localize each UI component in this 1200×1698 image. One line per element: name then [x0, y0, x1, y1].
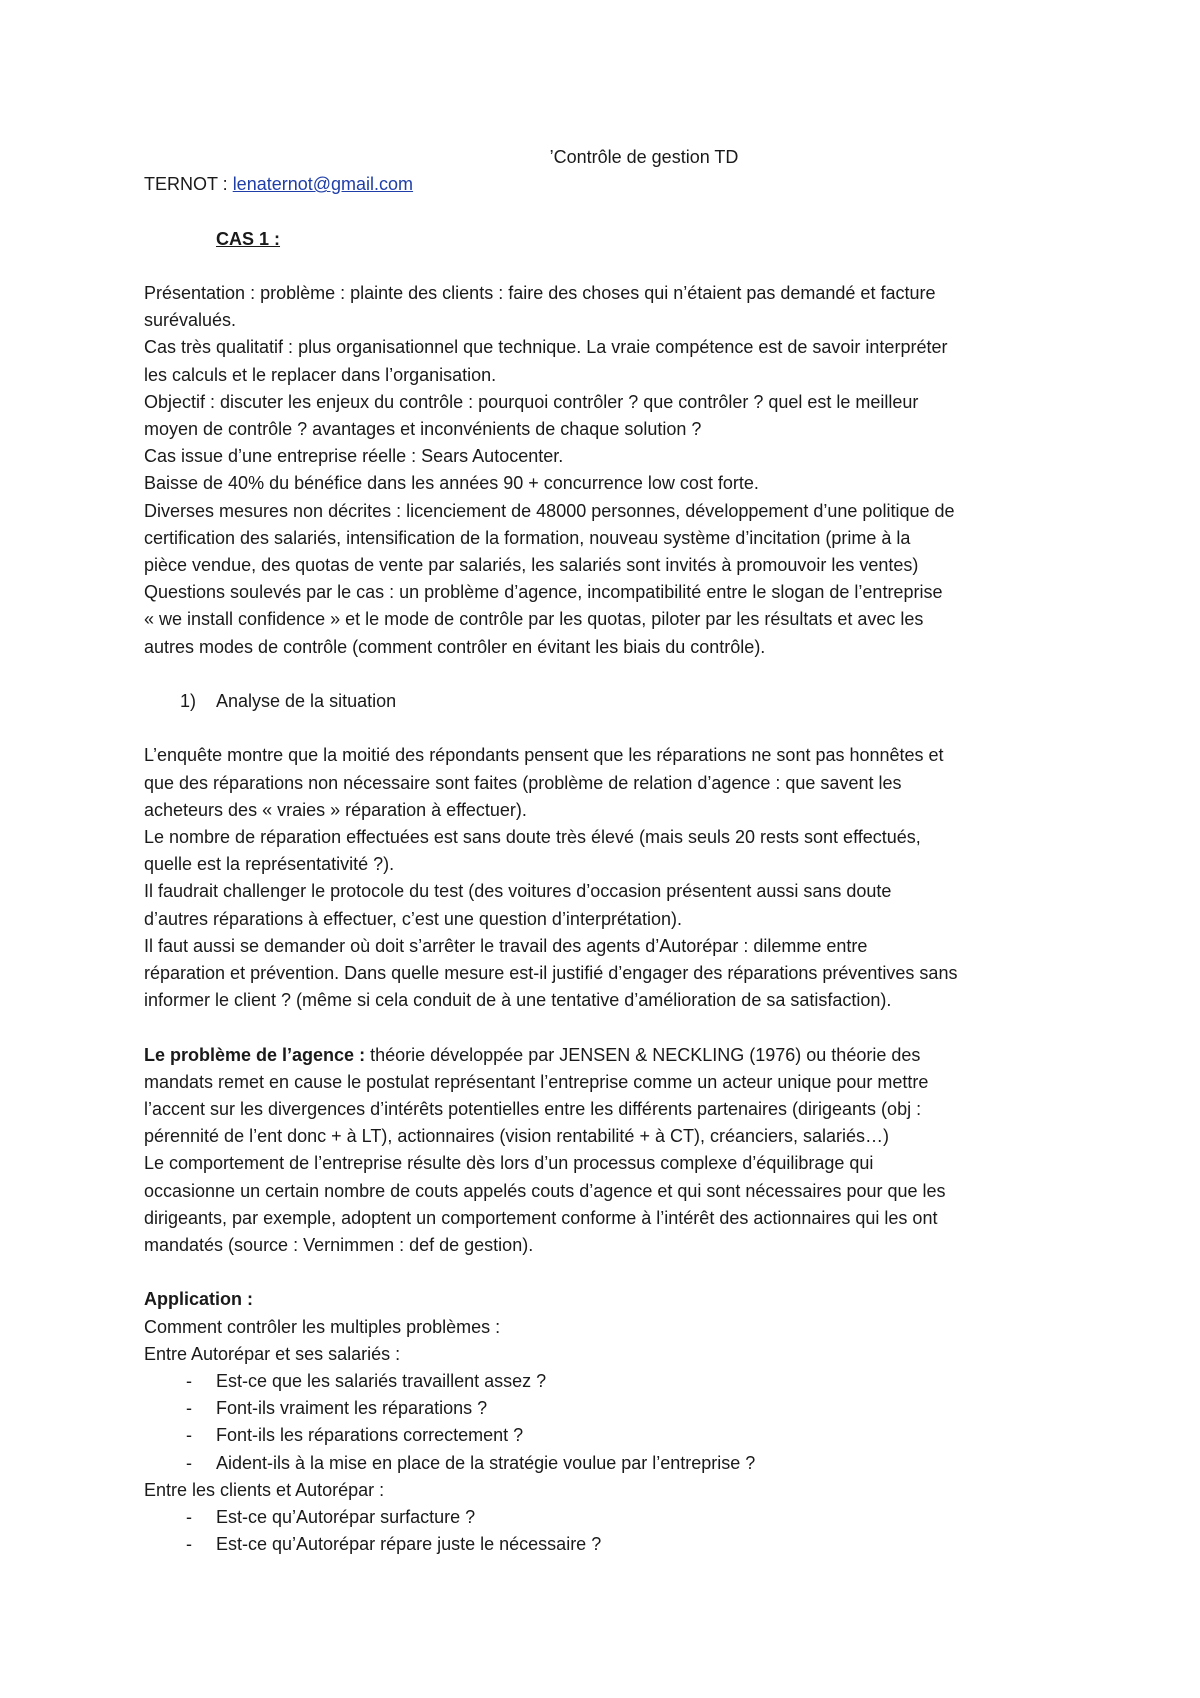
- list-item-text: Font-ils vraiment les réparations ?: [216, 1398, 488, 1419]
- agency-line: occasionne un certain nombre de couts appelés couts d’agence et qui sont nécessaires pour que les: [144, 1180, 946, 1201]
- list-item-text: Est-ce que les salariés travaillent assez ?: [216, 1371, 547, 1392]
- intro-paragraph: [144, 280, 1074, 661]
- bullet-dash: -: [186, 1534, 192, 1555]
- document-title: ’Contrôle de gestion TD: [549, 147, 739, 167]
- spacer: [144, 1014, 1074, 1041]
- analysis-paragraph: [144, 742, 1074, 1014]
- intro-line: Cas issue d’une entreprise réelle : Sears Autocenter.: [144, 446, 564, 467]
- analysis-line: Le nombre de réparation effectuées est sans doute très élevé (mais seuls 20 rests sont effectués,: [144, 827, 921, 848]
- group-title-employees: Entre Autorépar et ses salariés :: [144, 1343, 401, 1364]
- intro-line: certification des salariés, intensification de la formation, nouveau système d’incitation (prime à la: [144, 527, 911, 548]
- application-question: Comment contrôler les multiples problèmes :: [144, 1316, 501, 1337]
- application-heading: Application :: [144, 1289, 253, 1310]
- bullet-dash: -: [186, 1425, 192, 1446]
- intro-line: pièce vendue, des quotas de vente par salariés, les salariés sont invités à promouvoir les ventes): [144, 555, 919, 576]
- case-heading: CAS 1 :: [216, 228, 281, 249]
- analysis-line: quelle est la représentativité ?).: [144, 854, 395, 875]
- list-item: [144, 1422, 1074, 1449]
- bullet-dash: -: [186, 1398, 192, 1419]
- intro-line: moyen de contrôle ? avantages et inconvénients de chaque solution ?: [144, 419, 702, 439]
- intro-line: Cas très qualitatif : plus organisationnel que technique. La vraie compétence est de savoir interpréter: [144, 337, 948, 358]
- agency-paragraph: [144, 1042, 1074, 1260]
- author-name: TERNOT :: [144, 174, 233, 195]
- intro-line: Baisse de 40% du bénéfice dans les années 90 + concurrence low cost forte.: [144, 473, 759, 494]
- analysis-line: réparation et prévention. Dans quelle mesure est-il justifié d’engager des réparations préventives sans: [144, 963, 958, 984]
- agency-lead-line: [144, 1042, 1074, 1069]
- intro-line: les calculs et le replacer dans l’organisation.: [144, 364, 497, 385]
- agency-line: Le comportement de l’entreprise résulte dès lors d’un processus complexe d’équilibrage qui: [144, 1153, 874, 1174]
- analysis-line: informer le client ? (même si cela conduit de à une tentative d’amélioration de sa satisfaction).: [144, 990, 892, 1011]
- list-item-text: Font-ils les réparations correctement ?: [216, 1425, 524, 1446]
- document-page: [144, 144, 1074, 1558]
- list-item: [144, 1450, 1074, 1477]
- analysis-line: Il faudrait challenger le protocole du test (des voitures d’occasion présentent aussi sans doute: [144, 881, 892, 902]
- intro-line: Questions soulevés par le cas : un problème d’agence, incompatibilité entre le slogan de l’entreprise: [144, 582, 943, 603]
- agency-lead-bold: Le problème de l’agence :: [144, 1044, 366, 1065]
- bullet-dash: -: [186, 1371, 192, 1392]
- group-title-clients: Entre les clients et Autorépar :: [144, 1479, 385, 1500]
- intro-line: Présentation : problème : plainte des clients : faire des choses qui n’étaient pas demandé et facture: [144, 282, 936, 303]
- agency-line: pérennité de l’ent donc + à LT), actionnaires (vision rentabilité + à CT), créanciers, salariés…): [144, 1126, 890, 1147]
- intro-line: Diverses mesures non décrites : licenciement de 48000 personnes, développement d’une politique de: [144, 500, 955, 521]
- list-item: [144, 1368, 1074, 1395]
- section-heading-analysis: [144, 688, 1074, 715]
- list-item: [144, 1504, 1074, 1531]
- agency-line: dirigeants, par exemple, adoptent un comportement conforme à l’intérêt des actionnaires qui les ont: [144, 1207, 938, 1228]
- agency-line: l’accent sur les divergences d’intérêts potentielles entre les différents partenaires (dirigeants (obj :: [144, 1099, 922, 1120]
- list-item-text: Est-ce qu’Autorépar surfacture ?: [216, 1507, 476, 1528]
- analysis-line: d’autres réparations à effectuer, c’est une question d’interprétation).: [144, 908, 682, 929]
- spacer: [144, 1259, 1074, 1286]
- analysis-line: Il faut aussi se demander où doit s’arrêter le travail des agents d’Autorépar : dilemme entre: [144, 935, 868, 956]
- analysis-line: acheteurs des « vraies » réparation à effectuer).: [144, 799, 527, 820]
- application-section: [144, 1286, 1074, 1558]
- list-item: [144, 1395, 1074, 1422]
- agency-line: mandats remet en cause le postulat représentant l’entreprise comme un acteur unique pour mettre: [144, 1071, 929, 1092]
- bullet-dash: -: [186, 1507, 192, 1528]
- intro-line: « we install confidence » et le mode de contrôle par les quotas, piloter par les résultats et avec les: [144, 609, 924, 630]
- intro-line: autres modes de contrôle (comment contrôler en évitant les biais du contrôle).: [144, 636, 766, 657]
- analysis-line: que des réparations non nécessaire sont faites (problème de relation d’agence : que savent les: [144, 772, 902, 793]
- spacer: [144, 661, 1074, 688]
- agency-lead-rest: théorie développée par JENSEN & NECKLING (1976) ou théorie des: [365, 1044, 921, 1065]
- spacer: [144, 715, 1074, 742]
- author-email-link[interactable]: lenaternot@gmail.com: [232, 174, 414, 195]
- section-title: Analyse de la situation: [216, 691, 397, 712]
- intro-line: surévalués.: [144, 310, 237, 331]
- list-item-text: Aident-ils à la mise en place de la stratégie voulue par l’entreprise ?: [216, 1452, 756, 1473]
- bullet-dash: -: [186, 1452, 192, 1473]
- list-item: [144, 1531, 1074, 1558]
- section-number: 1): [180, 691, 197, 712]
- intro-line: Objectif : discuter les enjeux du contrôle : pourquoi contrôler ? que contrôler ? quel est le meilleur: [144, 391, 919, 412]
- agency-line: mandatés (source : Vernimmen : def de gestion).: [144, 1235, 534, 1256]
- analysis-line: L’enquête montre que la moitié des répondants pensent que les réparations ne sont pas honnêtes et: [144, 745, 944, 766]
- author-line: [144, 171, 1074, 198]
- spacer: [144, 253, 1074, 280]
- list-item-text: Est-ce qu’Autorépar répare juste le nécessaire ?: [216, 1534, 602, 1555]
- spacer: [144, 198, 1074, 225]
